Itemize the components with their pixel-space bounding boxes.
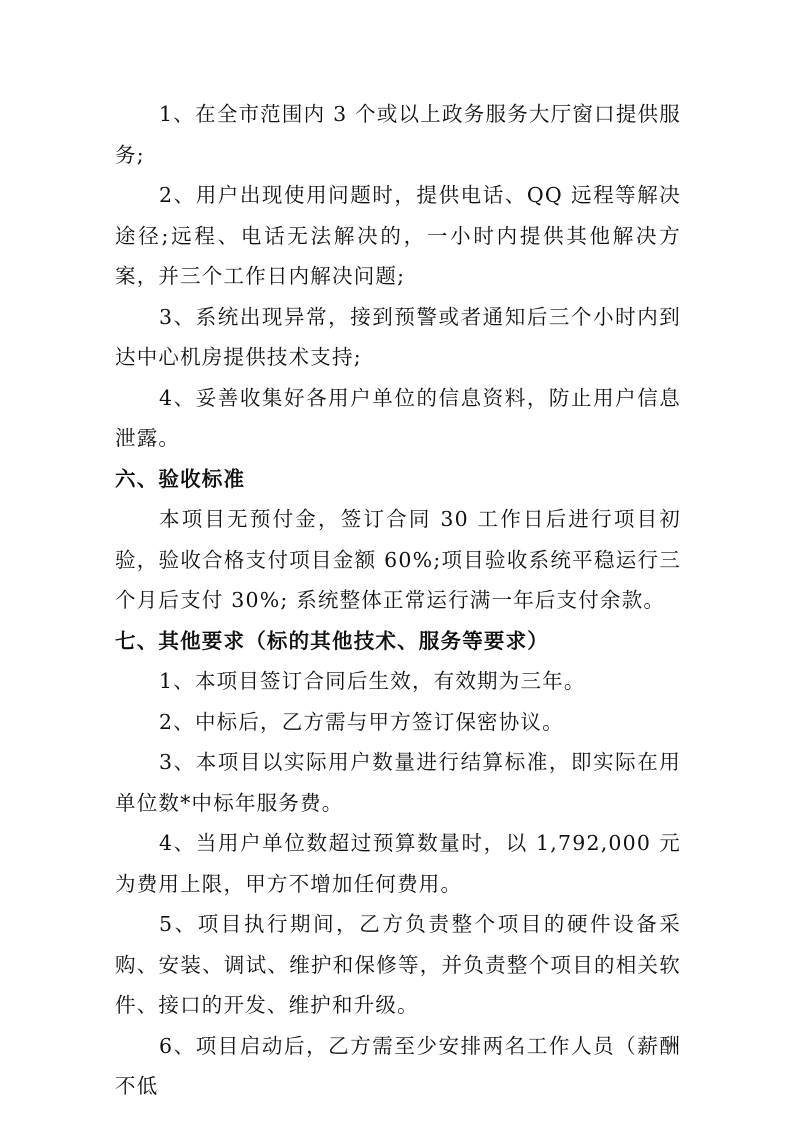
paragraph-onsite-support: 3、系统出现异常，接到预警或者通知后三个小时内到达中心机房提供技术支持; bbox=[115, 304, 681, 369]
paragraph-validity: 1、本项目签订合同后生效，有效期为三年。 bbox=[159, 669, 586, 693]
paragraph-remote-support: 2、用户出现使用问题时，提供电话、QQ 远程等解决途径;远程、电话无法解决的，一小时内提供其他解决方案，并三个工作日内解决问题; bbox=[115, 183, 681, 288]
paragraph-payment-terms: 本项目无预付金，签订合同 30 工作日后进行项目初验，验收合格支付项目金额 60%;项目验收系统平稳运行三个月后支付 30%; 系统整体正常运行满一年后支付余款。 bbox=[115, 507, 681, 612]
paragraph-staffing: 6、项目启动后，乙方需至少安排两名工作人员（薪酬不低 bbox=[115, 1033, 681, 1098]
section-heading-other-requirements: 七、其他要求（标的其他技术、服务等要求） bbox=[115, 628, 549, 653]
paragraph-service-windows: 1、在全市范围内 3 个或以上政务服务大厅窗口提供服务; bbox=[115, 102, 681, 167]
paragraph-hardware-software: 5、项目执行期间，乙方负责整个项目的硬件设备采购、安装、调试、维护和保修等，并负责整个项目的相关软件、接口的开发、维护和升级。 bbox=[115, 912, 681, 1017]
section-heading-acceptance: 六、验收标准 bbox=[115, 466, 246, 491]
paragraph-settlement: 3、本项目以实际用户数量进行结算标准，即实际在用单位数*中标年服务费。 bbox=[115, 750, 681, 815]
paragraph-data-protection: 4、妥善收集好各用户单位的信息资料，防止用户信息泄露。 bbox=[115, 385, 681, 450]
paragraph-cost-cap: 4、当用户单位数超过预算数量时，以 1,792,000 元为费用上限，甲方不增加任何费用。 bbox=[115, 831, 681, 896]
paragraph-confidentiality: 2、中标后，乙方需与甲方签订保密协议。 bbox=[159, 709, 564, 734]
